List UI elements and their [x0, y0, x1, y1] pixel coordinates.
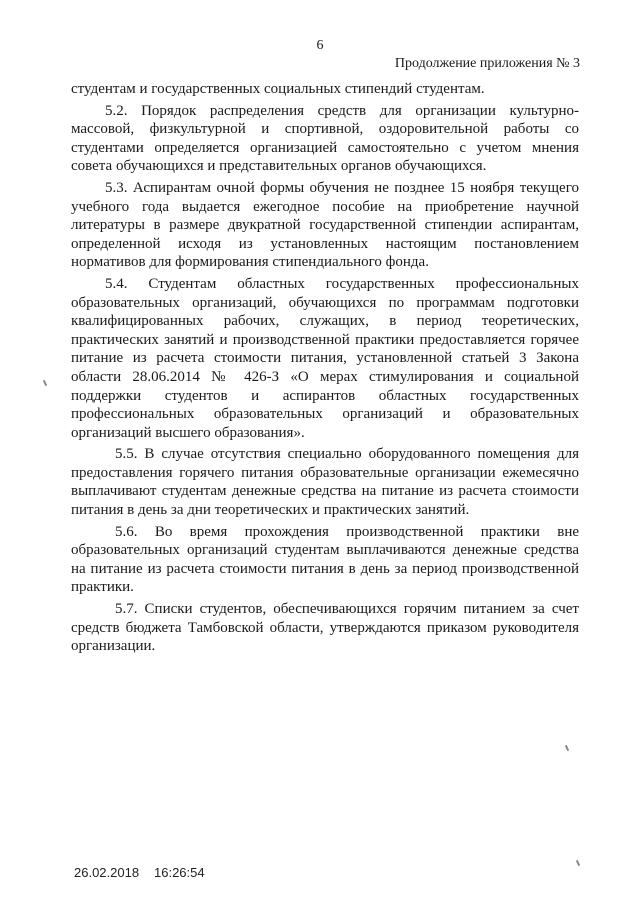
scan-mark	[565, 745, 569, 751]
scan-mark	[576, 860, 580, 866]
paragraph-continuation: студентам и государственных социальных стипендий студентам.	[71, 81, 485, 97]
paragraph-5-3: 5.3. Аспирантам очной формы обучения не позднее 15 ноября текущего учебного года выдается ежегодное пособие на приобретение научной литературы в размере двукратной государственной стипендии аспирантам, определенной исходя из установленных настоящим постановлением нормативов для формирования стипендиального фонда.	[71, 179, 579, 271]
paragraph-5-7: 5.7. Списки студентов, обеспечивающихся горячим питанием за счет средств бюджета Тамбовской области, утверждаются приказом руководителя организации.	[71, 601, 579, 655]
paragraph-5-2: 5.2. Порядок распределения средств для организации культурно-массовой, физкультурной и спортивной, оздоровительной работы со студентами определяется организацией самостоятельно с учетом мнения совета обучающихся и представительных органов обучающихся.	[71, 102, 579, 175]
page-number: 6	[316, 38, 324, 53]
scan-mark	[43, 380, 47, 386]
appendix-continuation-label: Продолжение приложения № 3	[394, 56, 580, 71]
paragraph-5-6: 5.6. Во время прохождения производственной практики вне образовательных организаций студентам выплачиваются денежные средства на питание из расчета стоимости питания в день за период производственной практики.	[71, 523, 579, 596]
document-body	[71, 80, 579, 659]
footer-date: 26.02.2018	[74, 865, 140, 880]
footer-time: 16:26:54	[154, 865, 205, 880]
paragraph-5-5: 5.5. В случае отсутствия специально оборудованного помещения для предоставления горячего питания образовательные организации ежемесячно выплачивают студентам денежные средства на питание из расчета стоимости питания в день за дни теоретических и практических занятий.	[71, 446, 579, 519]
paragraph-5-4: 5.4. Студентам областных государственных профессиональных образовательных организаций, обучающихся по программам подготовки квалифицированных рабочих, служащих, в период теоретических, практических занятий и производственной практики предоставляется горячее питание из расчета стоимости питания, установленной статьей 3 Закона области 28.06.2014 № 426-З «О мерах стимулирования и социальной поддержки студентов и аспирантов областных государственных профессиональных образовательных организаций и образовательных организаций высшего образования».	[71, 275, 579, 441]
